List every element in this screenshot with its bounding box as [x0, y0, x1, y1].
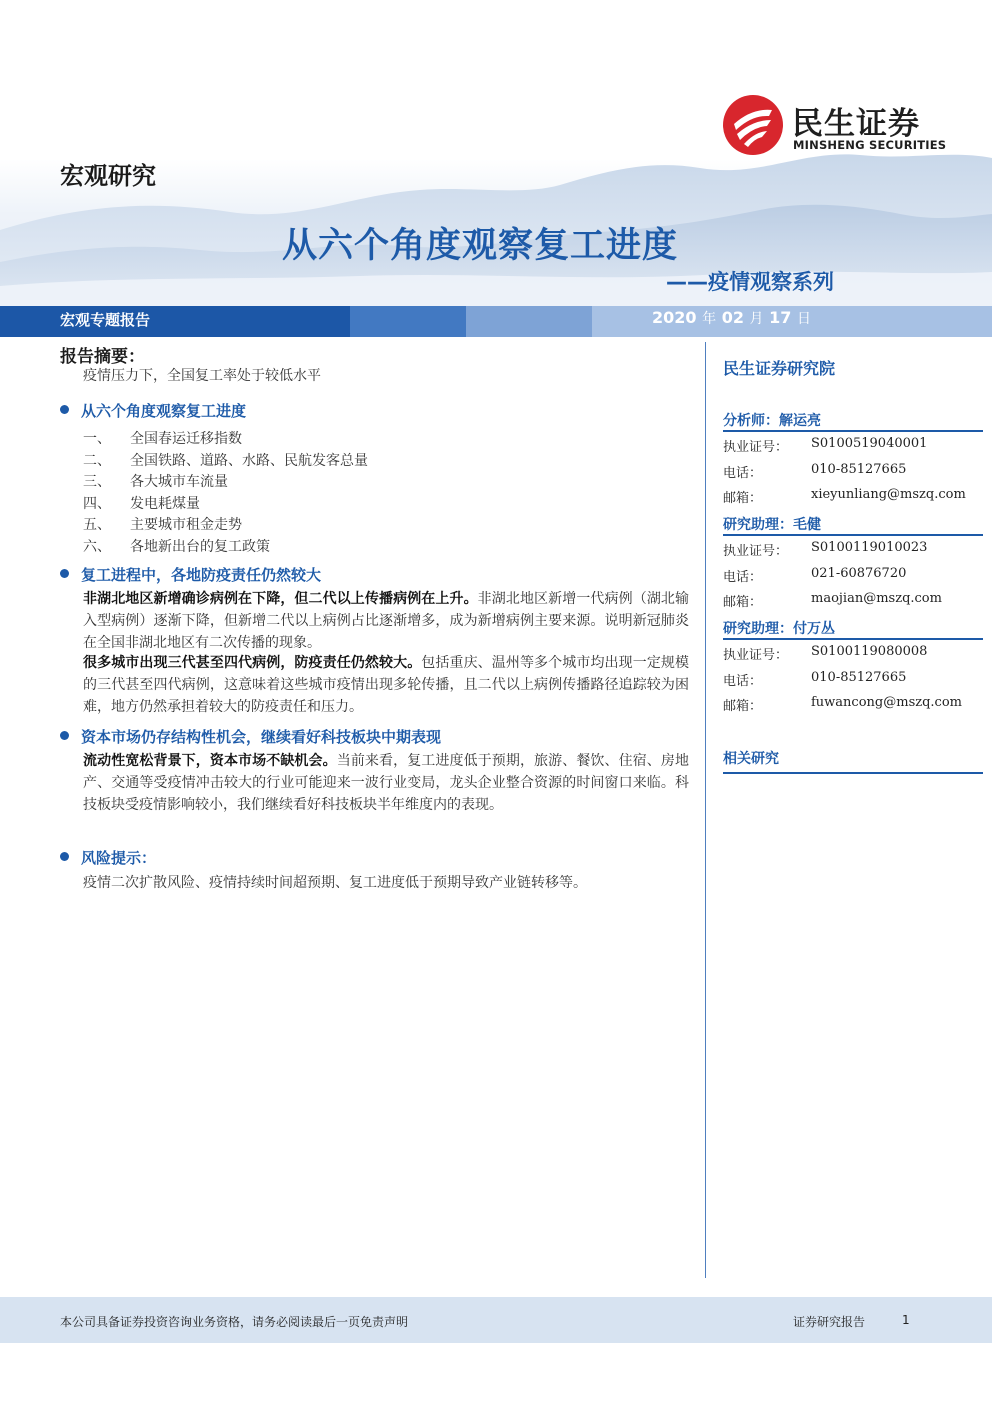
footer-disclaimer: 本公司具备证券投资咨询业务资格，请务必阅读最后一页免责声明 — [60, 1315, 409, 1329]
list-item: 三、 各大城市车流量 — [83, 474, 228, 490]
section-heading — [60, 847, 156, 868]
report-title — [0, 218, 992, 268]
author-heading: 研究助理：付万丛 — [723, 618, 983, 640]
author-cert: 执业证号： S0100519040001 — [723, 436, 928, 455]
list-item: 一、 全国春运迁移指数 — [83, 431, 242, 447]
date-day-unit: 日 — [796, 311, 811, 327]
date-month-unit: 月 — [749, 311, 764, 327]
author-cert: 执业证号： S0100119080008 — [723, 644, 928, 663]
related-research-heading: 相关研究 — [723, 748, 983, 774]
report-date — [652, 308, 811, 328]
report-title-text: 从六个角度观察复工进度 — [281, 226, 678, 266]
abstract-intro: 疫情压力下，全国复工率处于较低水平 — [83, 368, 321, 384]
paragraph: 疫情二次扩散风险、疫情持续时间超预期、复工进度低于预期导致产业链转移等。 — [83, 875, 587, 891]
report-type: 宏观专题报告 — [60, 311, 151, 329]
abstract-heading: 报告摘要： — [60, 347, 145, 367]
list-item: 二、 全国铁路、道路、水路、民航发客总量 — [83, 453, 368, 469]
author-phone: 电话： 021-60876720 — [723, 565, 907, 585]
date-day: 17 — [769, 308, 792, 327]
minsheng-logo-icon — [722, 94, 784, 156]
brand-logo — [722, 94, 952, 156]
hero-banner — [0, 0, 992, 306]
date-year: 2020 — [652, 308, 697, 327]
brand-name-en: MINSHENG SECURITIES — [793, 138, 947, 152]
paragraph: 很多城市出现三代甚至四代病例，防疫责任仍然较大。包括重庆、温州等多个城市均出现一定规模的三代甚至四代病例，这意味着这些城市疫情出现多轮传播，且二代以上病例传播路径追踪较为困难，地方仍然承担着较大的防疫责任和压力。 — [83, 655, 690, 715]
section-title: 资本市场仍存结构性机会，继续看好科技板块中期表现 — [81, 728, 442, 746]
report-subtitle: ——疫情观察系列 — [666, 270, 834, 294]
list-item: 四、 发电耗煤量 — [83, 496, 200, 512]
author-card — [723, 514, 983, 613]
author-email[interactable]: 邮箱： xieyunliang@mszq.com — [723, 487, 966, 506]
list-item: 六、 各地新出台的复工政策 — [83, 539, 270, 555]
author-heading: 研究助理：毛健 — [723, 514, 983, 536]
author-email[interactable]: 邮箱： fuwancong@mszq.com — [723, 695, 962, 714]
date-year-unit: 年 — [702, 311, 717, 327]
column-divider — [705, 342, 706, 1278]
paragraph: 非湖北地区新增确诊病例在下降，但二代以上传播病例在上升。非湖北地区新增一代病例（湖北输入型病例）逐渐下降，但新增二代以上病例占比逐渐增多，成为新增病例主要来源。说明新冠肺炎在全国非湖北地区有二次传播的现象。 — [83, 591, 690, 651]
report-category: 宏观研究 — [60, 162, 156, 190]
brand-name-cn: 民生证券 — [792, 106, 920, 142]
research-institute: 民生证券研究院 — [723, 359, 836, 378]
section-heading — [60, 564, 321, 585]
author-phone: 电话： 010-85127665 — [723, 461, 907, 481]
bullet-icon — [60, 569, 69, 578]
list-item: 五、 主要城市租金走势 — [83, 517, 242, 533]
author-cert: 执业证号： S0100119010023 — [723, 540, 928, 559]
page-number: 1 — [902, 1313, 910, 1327]
bullet-icon — [60, 852, 69, 861]
bullet-icon — [60, 405, 69, 414]
bullet-icon — [60, 731, 69, 740]
author-phone: 电话： 010-85127665 — [723, 669, 907, 689]
footer-doc-type: 证券研究报告 — [793, 1315, 866, 1329]
section-heading — [60, 726, 441, 747]
section-title: 从六个角度观察复工进度 — [81, 402, 247, 420]
date-month: 02 — [721, 308, 744, 327]
author-email[interactable]: 邮箱： maojian@mszq.com — [723, 591, 942, 610]
author-card — [723, 618, 983, 717]
section-heading — [60, 400, 246, 421]
section-title: 风险提示： — [81, 849, 157, 867]
section-title: 复工进程中，各地防疫责任仍然较大 — [81, 566, 322, 584]
author-heading: 分析师：解运亮 — [723, 410, 983, 432]
paragraph: 流动性宽松背景下，资本市场不缺机会。当前来看，复工进度低于预期，旅游、餐饮、住宿、房地产、交通等受疫情冲击较大的行业可能迎来一波行业变局，龙头企业整合资源的时间窗口来临。科技板块受疫情影响较小，我们继续看好科技板块半年维度内的表现。 — [83, 753, 690, 813]
author-card — [723, 410, 983, 509]
abstract-column — [60, 342, 690, 891]
